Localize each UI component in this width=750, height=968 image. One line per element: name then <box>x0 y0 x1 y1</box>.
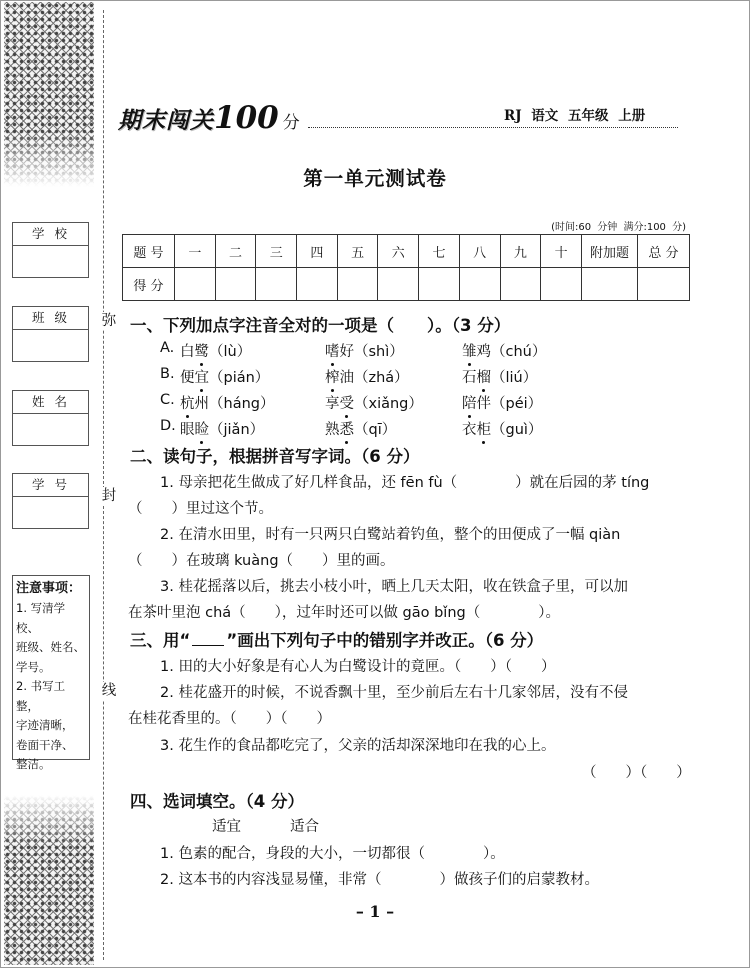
question-line: 在茶叶里泡 chá（ ），过年时还可以做 gāo bǐng（ ）。 <box>128 605 560 621</box>
section-2-title: 二、读句子，根据拼音写字词。（6 分） <box>130 447 420 466</box>
notes-line: 整洁。 <box>16 757 51 771</box>
word-choice: 适宜 <box>212 819 241 835</box>
option-c-word-2: 享受（xiǎng） <box>325 392 423 413</box>
brand-logo <box>118 100 300 136</box>
page-number: – 1 – <box>355 902 395 921</box>
notes-line: 字迹清晰， <box>16 718 74 732</box>
table-head-cell: 得 分 <box>123 268 175 301</box>
binding-mark: 封 <box>101 488 117 504</box>
underline-sample <box>192 634 224 646</box>
section-3-title: 三、用“ ”画出下列句子中的错别字并改正。（6 分） <box>130 631 544 650</box>
section-4-title: 四、选词填空。（4 分） <box>130 792 304 811</box>
notes-line: 班级、姓名、 <box>16 640 85 654</box>
table-head-cell: 附加题 <box>582 235 638 268</box>
question-line: 1. 色素的配合，身段的大小，一切都很（ ）。 <box>160 846 505 862</box>
score-cell[interactable] <box>582 268 638 301</box>
option-d-label: D. <box>160 418 176 434</box>
option-d-word-1: 眼睑（jiǎn） <box>180 418 264 439</box>
score-cell[interactable] <box>337 268 378 301</box>
binding-mark: 线 <box>101 683 117 699</box>
school-field[interactable] <box>12 222 89 278</box>
option-c-word-3: 陪伴（péi） <box>462 392 542 413</box>
table-head-cell: 九 <box>500 235 541 268</box>
brand-text: 期末闯关 <box>118 107 214 134</box>
brand-number: 100 <box>214 100 279 136</box>
table-head-cell: 十 <box>541 235 582 268</box>
score-table-score-row <box>123 268 690 301</box>
notes-box <box>12 575 90 771</box>
score-cell[interactable] <box>541 268 582 301</box>
section-1-title: 一、下列加点字注音全对的一项是（ ）。（3 分） <box>130 316 511 335</box>
class-field[interactable] <box>12 306 89 362</box>
decorative-pattern-top <box>4 2 94 187</box>
option-b-word-2: 榨油（zhá） <box>325 366 409 387</box>
class-label: 班级 <box>13 307 88 330</box>
question-line: 在桂花香里的。（ ）（ ） <box>128 711 331 727</box>
notes-line: 卷面干净、 <box>16 737 74 752</box>
decorative-pattern-bottom <box>4 795 94 965</box>
score-cell[interactable] <box>256 268 297 301</box>
table-head-cell: 总 分 <box>638 235 690 268</box>
score-cell[interactable] <box>175 268 216 301</box>
time-note: (时间:60 分钟 满分:100 分) <box>551 222 686 233</box>
table-head-cell: 二 <box>215 235 256 268</box>
option-a-word-2: 嗜好（shì） <box>325 340 404 361</box>
option-c-label: C. <box>160 392 175 408</box>
student-id-label: 学号 <box>13 474 88 497</box>
question-line: 2. 桂花盛开的时候，不说香飘十里，至少前后左右十几家邻居，没有不侵 <box>160 685 628 701</box>
table-head-cell: 题 号 <box>123 235 175 268</box>
question-line: 1. 田的大小好象是有心人为白鹭设计的竟匣。（ ）（ ） <box>160 659 556 675</box>
score-cell[interactable] <box>297 268 338 301</box>
option-b-word-1: 便宜（pián） <box>180 366 269 387</box>
score-table <box>122 234 690 301</box>
option-b-label: B. <box>160 366 175 382</box>
score-cell[interactable] <box>638 268 690 301</box>
notes-line: 1. 写清学校、 <box>16 601 66 635</box>
score-cell[interactable] <box>378 268 419 301</box>
option-d-word-2: 熟悉（qī） <box>325 418 396 439</box>
brand-unit: 分 <box>282 113 300 133</box>
option-b-word-3: 石榴（liú） <box>462 366 537 387</box>
question-line: 1. 母亲把花生做成了好几样食品，还 fēn fù（ ）就在后园的茅 tíng <box>160 475 650 491</box>
question-line: 2. 在清水田里，时有一只两只白鹭站着钓鱼，整个的田便成了一幅 qiàn <box>160 527 621 543</box>
question-line: 3. 花生作的食品都吃完了，父亲的活却深深地印在我的心上。 <box>160 738 556 754</box>
binding-mark: 弥 <box>101 313 117 329</box>
binding-dashed-line <box>103 10 104 960</box>
table-head-cell: 一 <box>175 235 216 268</box>
option-a-label: A. <box>160 340 175 356</box>
option-a-word-1: 白鹭（lù） <box>180 340 251 361</box>
header-dotted-leader <box>308 127 678 128</box>
option-a-word-3: 雏鸡（chú） <box>462 340 546 361</box>
word-choice: 适合 <box>290 819 319 835</box>
notes-line: 2. 书写工整， <box>16 679 66 713</box>
score-cell[interactable] <box>459 268 500 301</box>
score-cell[interactable] <box>500 268 541 301</box>
table-head-cell: 四 <box>297 235 338 268</box>
student-id-field[interactable] <box>12 473 89 529</box>
name-label: 姓名 <box>13 391 88 414</box>
notes-line: 学号。 <box>16 659 51 674</box>
table-head-cell: 八 <box>459 235 500 268</box>
option-c-word-1: 杭州（háng） <box>180 392 274 413</box>
table-head-cell: 五 <box>337 235 378 268</box>
table-head-cell: 三 <box>256 235 297 268</box>
table-head-cell: 六 <box>378 235 419 268</box>
score-table-header-row <box>123 235 690 268</box>
question-line: 2. 这本书的内容浅显易懂，非常（ ）做孩子们的启蒙教材。 <box>160 872 599 888</box>
score-cell[interactable] <box>215 268 256 301</box>
option-d-word-3: 衣柜（guì） <box>462 418 542 439</box>
question-line: （ ）在玻璃 kuàng（ ）里的画。 <box>128 553 395 569</box>
answer-brackets[interactable]: （ ）（ ） <box>582 765 691 781</box>
page-title: 第一单元测试卷 <box>303 167 447 190</box>
name-field[interactable] <box>12 390 89 446</box>
question-line: 3. 桂花摇落以后，挑去小枝小叶，晒上几天太阳，收在铁盒子里，可以加 <box>160 579 628 595</box>
school-label: 学校 <box>13 223 88 246</box>
edition-label: RJ 语文 五年级 上册 <box>504 108 646 124</box>
notes-title: 注意事项： <box>16 581 82 596</box>
question-line: （ ）里过这个节。 <box>128 501 273 517</box>
table-head-cell: 七 <box>419 235 460 268</box>
score-cell[interactable] <box>419 268 460 301</box>
